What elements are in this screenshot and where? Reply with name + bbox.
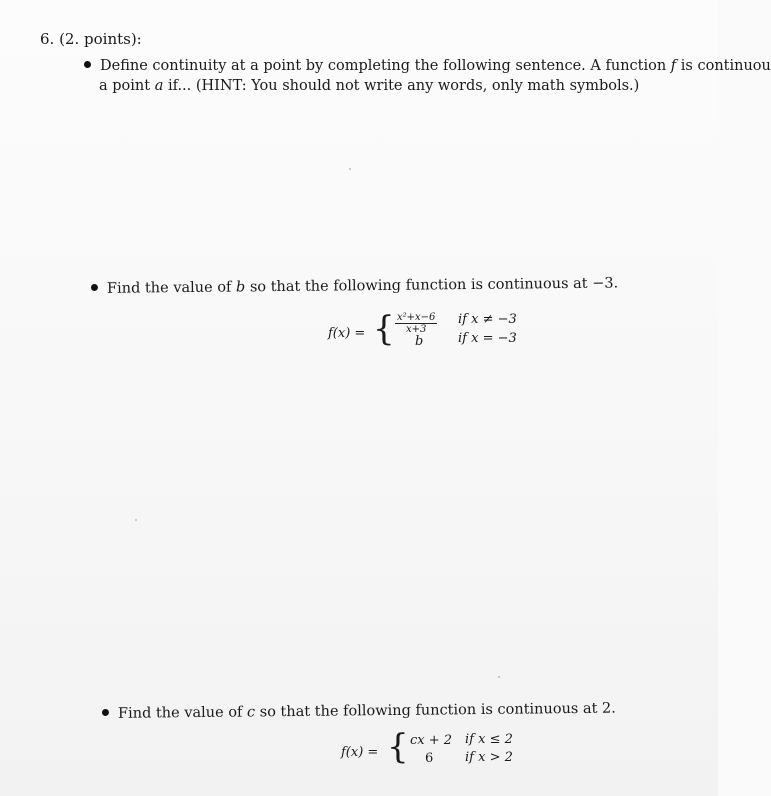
part3-case1-expression: cx + 2 — [410, 733, 453, 748]
part2-case2-expression: b — [415, 334, 424, 349]
bullet-icon — [91, 283, 98, 290]
bullet-icon — [102, 708, 109, 715]
part2-lhs: f(x) = — [328, 326, 366, 341]
question-number: 6. (2. points): — [40, 30, 142, 48]
part3-case2-expression: 6 — [425, 751, 434, 766]
paper-speck — [135, 519, 137, 521]
part1-var-f: f — [670, 58, 677, 74]
part3-text-prefix: Find the value of — [117, 704, 248, 722]
part2-text-prefix: Find the value of — [106, 279, 237, 297]
part2-text-suffix: so that the following function is continuous at −3. — [245, 275, 619, 296]
part2-case1-denominator: x+3 — [406, 324, 427, 335]
bullet-icon — [84, 61, 91, 68]
part2-case2-condition: if x = −3 — [458, 331, 517, 346]
part1-line1-prefix: Define continuity at a point by completing the following sentence. A function — [100, 58, 671, 74]
part1-line2 — [99, 78, 639, 94]
part3-prompt — [102, 701, 616, 722]
paper-speck — [349, 168, 351, 170]
part1-line2-prefix: a point — [99, 78, 155, 94]
part1-line1 — [84, 58, 771, 74]
part3-lhs: f(x) = — [341, 745, 379, 760]
left-brace-icon: { — [373, 309, 395, 349]
part3-text-suffix: so that the following function is continuous at 2. — [255, 700, 616, 721]
left-brace-icon: { — [387, 727, 409, 767]
part2-prompt — [91, 275, 618, 297]
part2-case1-numerator: x²+x−6 — [397, 312, 436, 323]
part2-case1-condition: if x ≠ −3 — [458, 312, 517, 327]
part3-case1-condition: if x ≤ 2 — [465, 732, 513, 747]
part1-var-a: a — [154, 78, 164, 94]
part1-line2-suffix: if... (HINT: You should not write any words, only math symbols.) — [163, 78, 640, 94]
paper-speck — [498, 676, 500, 678]
part3-case2-condition: if x > 2 — [465, 750, 513, 765]
part1-line1-suffix: is continuou — [676, 58, 771, 74]
part2-var-b: b — [235, 279, 246, 296]
part3-var-c: c — [246, 704, 256, 721]
part2-case1-fraction — [395, 312, 437, 335]
